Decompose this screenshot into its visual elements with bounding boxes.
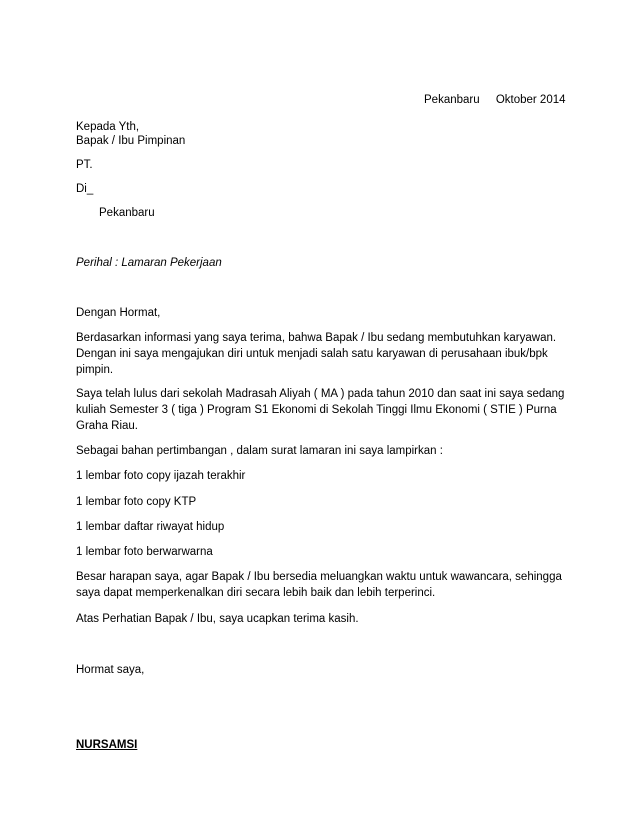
recipient-addressee: Bapak / Ibu Pimpinan: [76, 135, 186, 147]
paragraph-intro: [76, 330, 576, 378]
date-city: Pekanbaru: [424, 94, 480, 106]
signature-name: NURSAMSI: [76, 739, 138, 751]
recipient-salutation: Kepada Yth,: [76, 121, 140, 133]
paragraph-hope-line: saya dapat memperkenalkan diri secara lebih baik dan lebih terperinci.: [76, 587, 436, 599]
attachment-item: 1 lembar daftar riwayat hidup: [76, 521, 225, 533]
paragraph-hope-line: Besar harapan saya, agar Bapak / Ibu bersedia meluangkan waktu untuk wawancara, sehingga: [76, 571, 562, 583]
date-month-year: Oktober 2014: [495, 94, 566, 106]
paragraph-education: [76, 386, 576, 434]
closing-regards: Hormat saya,: [76, 664, 145, 676]
paragraph-education-line: Graha Riau.: [76, 420, 139, 432]
paragraph-intro-line: pimpin.: [76, 364, 114, 376]
attachment-item: 1 lembar foto copy ijazah terakhir: [76, 470, 246, 482]
paragraph-education-line: kuliah Semester 3 ( tiga ) Program S1 Ekonomi di Sekolah Tinggi Ilmu Ekonomi ( STIE ) Purna: [76, 404, 557, 416]
paragraph-hope: [76, 569, 576, 601]
recipient-company: PT.: [76, 159, 93, 171]
recipient-city: Pekanbaru: [99, 207, 155, 219]
recipient-at: Di_: [76, 183, 94, 195]
closing-thanks: Atas Perhatian Bapak / Ibu, saya ucapkan terima kasih.: [76, 613, 359, 625]
attachments-intro: Sebagai bahan pertimbangan , dalam surat lamaran ini saya lampirkan :: [76, 445, 443, 457]
letter-subject: Perihal : Lamaran Pekerjaan: [76, 257, 222, 269]
letter-greeting: Dengan Hormat,: [76, 307, 161, 319]
paragraph-education-line: Saya telah lulus dari sekolah Madrasah Aliyah ( MA ) pada tahun 2010 dan saat ini saya sedang: [76, 388, 565, 400]
letter-date: [424, 92, 566, 108]
attachment-item: 1 lembar foto berwarwarna: [76, 546, 213, 558]
paragraph-intro-line: Berdasarkan informasi yang saya terima, bahwa Bapak / Ibu sedang membutuhkan karyawan.: [76, 332, 557, 344]
attachment-item: 1 lembar foto copy KTP: [76, 496, 197, 508]
paragraph-intro-line: Dengan ini saya mengajukan diri untuk menjadi salah satu karyawan di perusahaan ibuk/bpk: [76, 348, 548, 360]
